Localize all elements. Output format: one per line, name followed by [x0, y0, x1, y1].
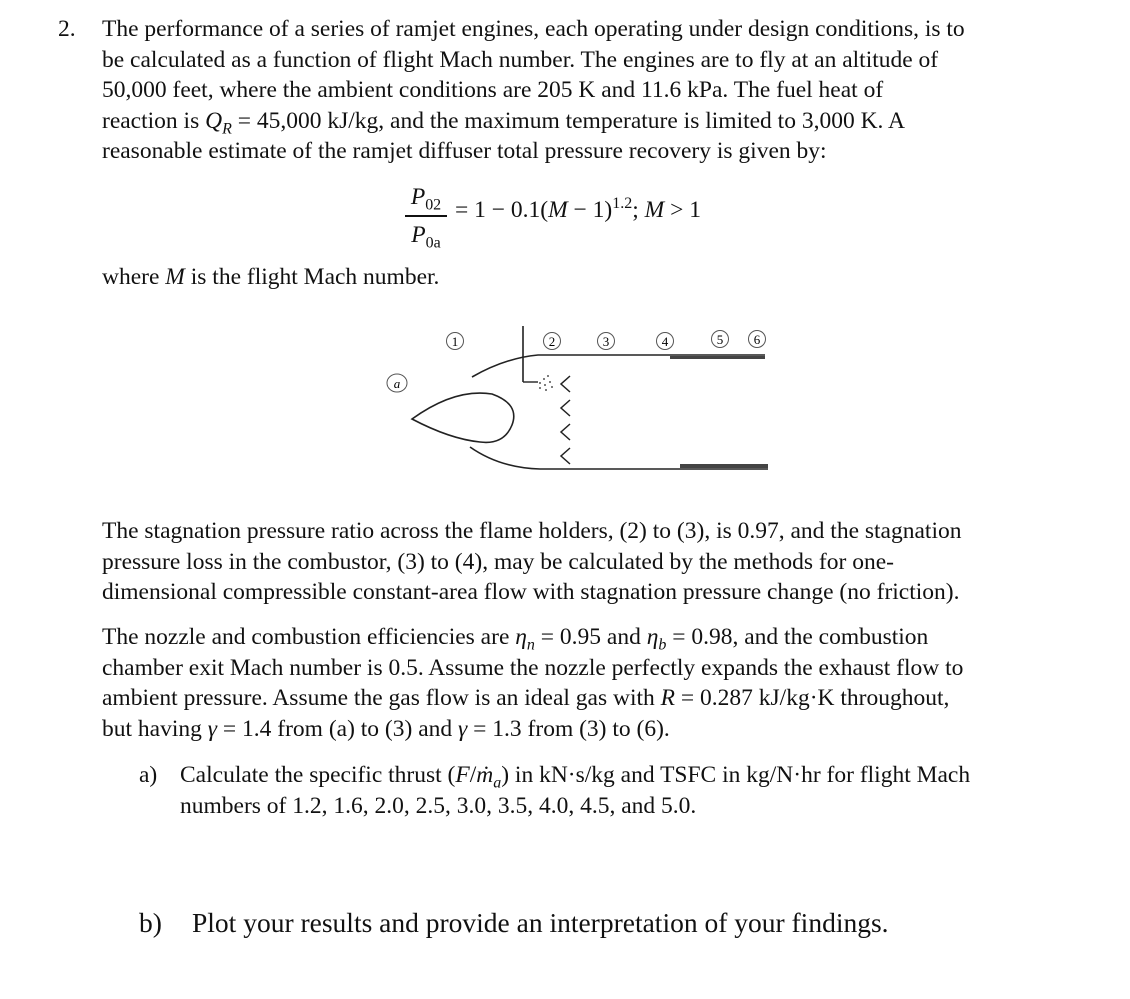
- fraction-bar: [405, 215, 447, 217]
- station-marker-5: [712, 331, 729, 348]
- svg-text:1: 1: [451, 334, 459, 349]
- svg-text:2: 2: [548, 334, 556, 349]
- question-number: 2.: [58, 16, 76, 42]
- intro-line: reasonable estimate of the ramjet diffuser total pressure recovery is given by:: [102, 138, 827, 164]
- qr-subscript: R: [222, 120, 232, 138]
- part-a-label: a): [139, 762, 158, 788]
- svg-text:3: 3: [602, 334, 610, 349]
- station-marker-6: [749, 331, 766, 348]
- intro-line-rest: = 45,000 kJ/kg, and the maximum temperature is limited to 3,000 K. A: [237, 107, 905, 134]
- station-marker-4: [657, 333, 674, 350]
- svg-text:a: a: [393, 376, 401, 391]
- paragraph-line: chamber exit Mach number is 0.5. Assume the nozzle perfectly expands the exhaust flow to: [102, 654, 964, 681]
- part-a-line: Calculate the specific thrust (F/ṁ$_a$) in kN·s/kg and TSFC in kg/N·hr for flight Mach: [180, 762, 971, 792]
- svg-text:4: 4: [661, 334, 669, 349]
- flame-holders: [561, 376, 570, 464]
- part-b: [139, 908, 889, 939]
- nozzle-paragraph: [102, 622, 1092, 744]
- part-b-text: Plot your results and provide an interpretation of your findings.: [192, 907, 889, 938]
- numerator: $P_{02}$: [410, 184, 442, 214]
- part-a-line: numbers of 1.2, 1.6, 2.0, 2.5, 3.0, 3.5, 4.0, 4.5, and 5.0.: [180, 792, 697, 819]
- intro-line: 50,000 feet, where the ambient conditions are 205 K and 11.6 kPa. The fuel heat of: [102, 77, 884, 103]
- part-a: [139, 760, 1099, 821]
- ramjet-diagram: [380, 322, 780, 482]
- stagnation-paragraph: [102, 516, 1092, 608]
- station-marker-2: [544, 333, 561, 350]
- pressure-ratio-fraction: [405, 180, 447, 252]
- paragraph-line: dimensional compressible constant-area flow with stagnation pressure change (no friction).: [102, 579, 960, 605]
- where-statement: where M is the flight Mach number.: [102, 264, 440, 290]
- paragraph-line: but having γ = 1.4 from (a) to (3) and γ = 1.3 from (3) to (6).: [102, 715, 670, 742]
- paragraph-line: ambient pressure. Assume the gas flow is an ideal gas with R = 0.287 kJ/kg·K throughout,: [102, 685, 950, 711]
- intro-line-prefix: reaction is: [102, 107, 206, 134]
- station-marker-a: [387, 374, 407, 392]
- fuel-spray: [539, 375, 553, 391]
- upper-nozzle-wall: [670, 356, 765, 359]
- intro-line: be calculated as a function of flight Mach number. The engines are to fly at an altitude of: [102, 46, 939, 73]
- intro-line: [102, 106, 1087, 137]
- station-marker-1: [447, 333, 464, 350]
- centerbody-spike: [412, 393, 514, 442]
- paragraph-line: pressure loss in the combustor, (3) to (4), may be calculated by the methods for one-: [102, 548, 894, 575]
- denominator: $P_{0a}$: [411, 221, 441, 252]
- lower-nozzle-wall: [680, 464, 768, 468]
- qr-symbol: Q: [205, 107, 223, 134]
- equation-rhs: = $1 - 0.1(M - 1)^{1.2}$; M > 1: [455, 195, 701, 223]
- intro-line: The performance of a series of ramjet engines, each operating under design conditions, is to: [102, 16, 965, 42]
- pressure-recovery-equation: [405, 180, 825, 250]
- station-marker-3: [598, 333, 615, 350]
- paragraph-line: The nozzle and combustion efficiencies are $\eta_n = 0.95$ and $\eta_b = 0.98$, and the combustion: [102, 624, 929, 654]
- part-b-label: b): [139, 907, 162, 938]
- problem-intro: [102, 14, 1087, 167]
- paragraph-line: The stagnation pressure ratio across the flame holders, (2) to (3), is 0.97, and the stagnation: [102, 518, 962, 544]
- svg-text:6: 6: [753, 332, 761, 347]
- svg-text:5: 5: [716, 332, 724, 347]
